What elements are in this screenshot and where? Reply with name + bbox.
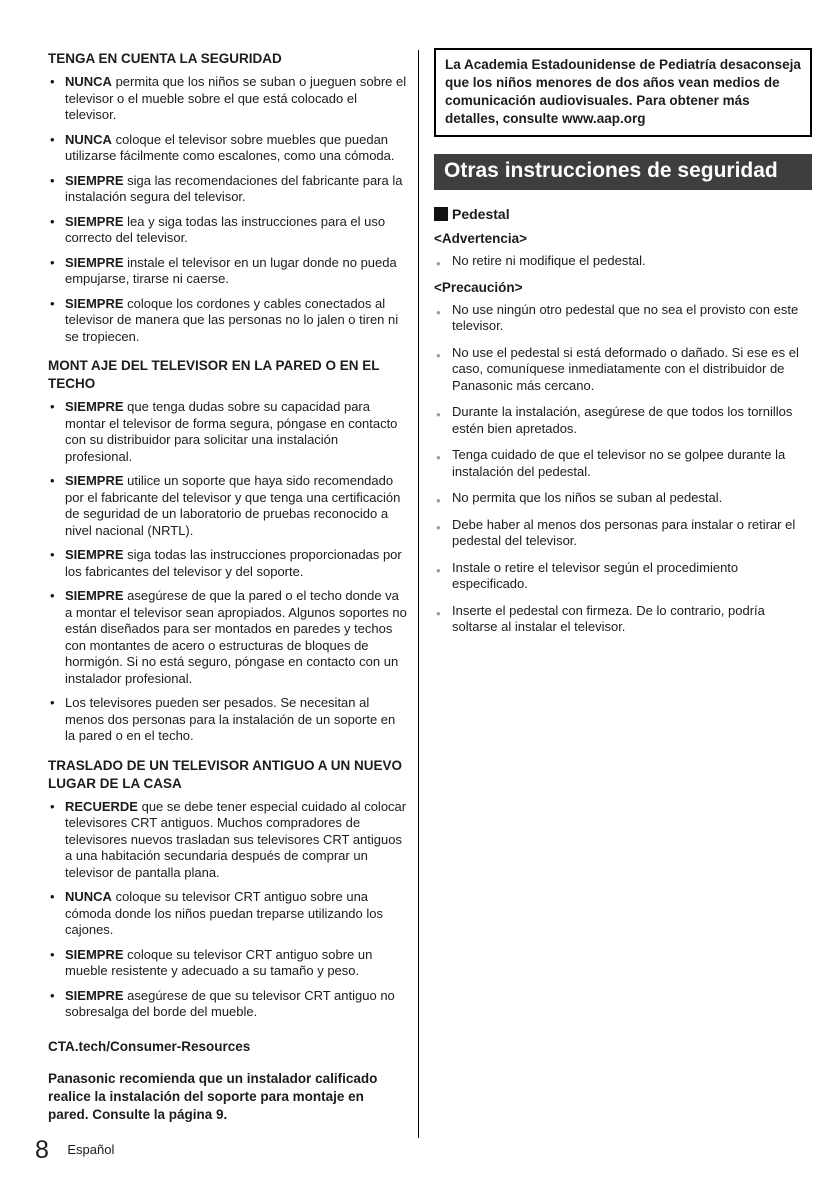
bullet-item [48, 173, 408, 206]
bullet-lead: SIEMPRE [65, 987, 124, 1003]
right-column [434, 48, 812, 646]
bullet-item [48, 547, 408, 580]
bullet-text: siga todas las instrucciones proporcionadas por los fabricantes del televisor y del soporte. [65, 547, 402, 579]
bullet-text: utilice un soporte que haya sido recomendado por el fabricante del televisor y que tenga una certificación de seguridad de un laboratorio de pruebas reconocido a nivel nacional (NRTL). [65, 473, 401, 538]
bullet-item: ● Tenga cuidado de que el televisor no se golpee durante la instalación del pedestal. [434, 447, 812, 480]
left-column [48, 48, 408, 1124]
installer-recommendation: Panasonic recomienda que un instalador calificado realice la instalación del soporte para montaje en pared. Consulte la página 9. [48, 1070, 378, 1122]
column-divider [418, 50, 419, 1138]
bullet-item: ● No retire ni modifique el pedestal. [434, 253, 812, 270]
bullet-text: lea y siga todas las instrucciones para el uso correcto del televisor. [65, 213, 386, 245]
warning-bullet-list [434, 253, 812, 270]
bullet-lead: NUNCA [65, 74, 112, 89]
bullet-lead: RECUERDE [65, 798, 138, 814]
page-number: 8 [35, 1136, 49, 1164]
bullet-list [48, 799, 408, 1021]
bullet-item [48, 214, 408, 247]
section-crt-relocation [48, 757, 408, 1021]
bullet-item: ● Debe haber al menos dos personas para instalar o retirar el pedestal del televisor. [434, 517, 812, 550]
bullet-text: que se debe tener especial cuidado al colocar televisores CRT antiguos. Muchos compradores de televisores nuevos trasladan sus televisores CRT antiguos a una habitación secundaria después de comprar un televisor de pantalla plana. [65, 798, 407, 880]
bullet-lead: SIEMPRE [65, 254, 124, 270]
bullet-text: coloque los cordones y cables conectados al televisor de manera que las personas no lo jalen o tiren ni se tropiecen. [65, 295, 399, 344]
bullet-text: coloque su televisor CRT antiguo sobre un mueble resistente y adecuado a su tamaño y peso. [65, 946, 373, 978]
bullet-lead: NUNCA [65, 131, 112, 147]
bullet-text: permita que los niños se suban o jueguen sobre el televisor o el mueble sobre el que está colocado el televisor. [65, 74, 407, 122]
section-header-bar: Otras instrucciones de seguridad [434, 154, 812, 190]
section-heading: MONT AJE DEL TELEVISOR EN LA PARED O EN EL TECHO [48, 358, 380, 391]
bullet-text: coloque su televisor CRT antiguo sobre una cómoda donde los niños puedan treparse utilizando los cajones. [65, 889, 383, 937]
bullet-item: ● No permita que los niños se suban al pedestal. [434, 490, 812, 507]
bullet-text: instale el televisor en un lugar donde no pueda empujarse, tirarse ni caerse. [65, 254, 397, 286]
bullet-item: ● Durante la instalación, asegúrese de que todos los tornillos estén bien apretados. [434, 404, 812, 437]
warning-label: <Advertencia> [434, 231, 528, 246]
bullet-lead: NUNCA [65, 889, 112, 904]
subsection-title: Pedestal [452, 206, 510, 222]
section-safety [48, 50, 408, 345]
bullet-text: asegúrese de que su televisor CRT antiguo no sobresalga del borde del mueble. [65, 987, 395, 1019]
section-wall-mount [48, 357, 408, 745]
bullet-item [48, 799, 408, 882]
bullet-item [48, 988, 408, 1021]
bullet-item [48, 74, 408, 124]
bullet-item [48, 255, 408, 288]
bullet-list [48, 399, 408, 745]
bullet-item: ● Inserte el pedestal con firmeza. De lo contrario, podría soltarse al instalar el televisor. [434, 603, 812, 636]
bullet-list [48, 74, 408, 345]
bullet-lead: SIEMPRE [65, 473, 124, 488]
section-heading: TENGA EN CUENTA LA SEGURIDAD [48, 51, 282, 66]
bullet-text: que tenga dudas sobre su capacidad para montar el televisor de forma segura, póngase en contacto con su distribuidor para solicitar una instalación profesional. [65, 399, 398, 464]
caution-bullet-list [434, 302, 812, 636]
bullet-text: Los televisores pueden ser pesados. Se necesitan al menos dos personas para la instalación de un soporte en la pared o en el techo. [65, 695, 396, 743]
bullet-item: ● Instale o retire el televisor según el procedimiento especificado. [434, 560, 812, 593]
bullet-item [48, 399, 408, 465]
black-square-icon [434, 207, 448, 221]
language-label: Español [67, 1142, 115, 1157]
section-heading: TRASLADO DE UN TELEVISOR ANTIGUO A UN NUEVO LUGAR DE LA CASA [48, 757, 403, 791]
bullet-item [48, 473, 408, 539]
bullet-text: siga las recomendaciones del fabricante para la instalación segura del televisor. [65, 172, 403, 204]
bullet-text: coloque el televisor sobre muebles que puedan utilizarse fácilmente como escalones, como una cómoda. [65, 131, 395, 163]
page-footer [35, 1136, 114, 1165]
bullet-item: ● No use el pedestal si está deformado o dañado. Si ese es el caso, comuníquese inmediatamente con el distribuidor de Panasonic más cercano. [434, 345, 812, 395]
bullet-lead: SIEMPRE [65, 399, 124, 414]
bullet-item [48, 588, 408, 687]
pediatrics-advisory-box: La Academia Estadounidense de Pediatría desaconseja que los niños menores de dos años vean medios de comunicación audiovisuales. Para obtener más detalles, consulte www.aap.org [434, 48, 812, 137]
bullet-item [48, 695, 408, 745]
bullet-item [48, 889, 408, 939]
bullet-item: ● No use ningún otro pedestal que no sea el provisto con este televisor. [434, 302, 812, 335]
caution-label: <Precaución> [434, 279, 523, 295]
bullet-lead: SIEMPRE [65, 213, 124, 229]
bullet-lead: SIEMPRE [65, 547, 124, 562]
cta-resources-line: CTA.tech/Consumer-Resources [48, 1038, 251, 1054]
bullet-item [48, 132, 408, 165]
subsection-pedestal [434, 206, 812, 222]
bullet-text: asegúrese de que la pared o el techo donde va a montar el televisor sean apropiados. Algunos soportes no están diseñados para ser montados en paredes y techos con montantes de acero o estructuras de bloques de hormigón. Si no está seguro, póngase en contacto con un instalador profesional. [65, 588, 407, 686]
bullet-lead: SIEMPRE [65, 946, 124, 962]
bullet-item [48, 947, 408, 980]
bullet-lead: SIEMPRE [65, 172, 124, 188]
bullet-lead: SIEMPRE [65, 295, 124, 311]
bullet-lead: SIEMPRE [65, 588, 124, 603]
bullet-item [48, 296, 408, 346]
